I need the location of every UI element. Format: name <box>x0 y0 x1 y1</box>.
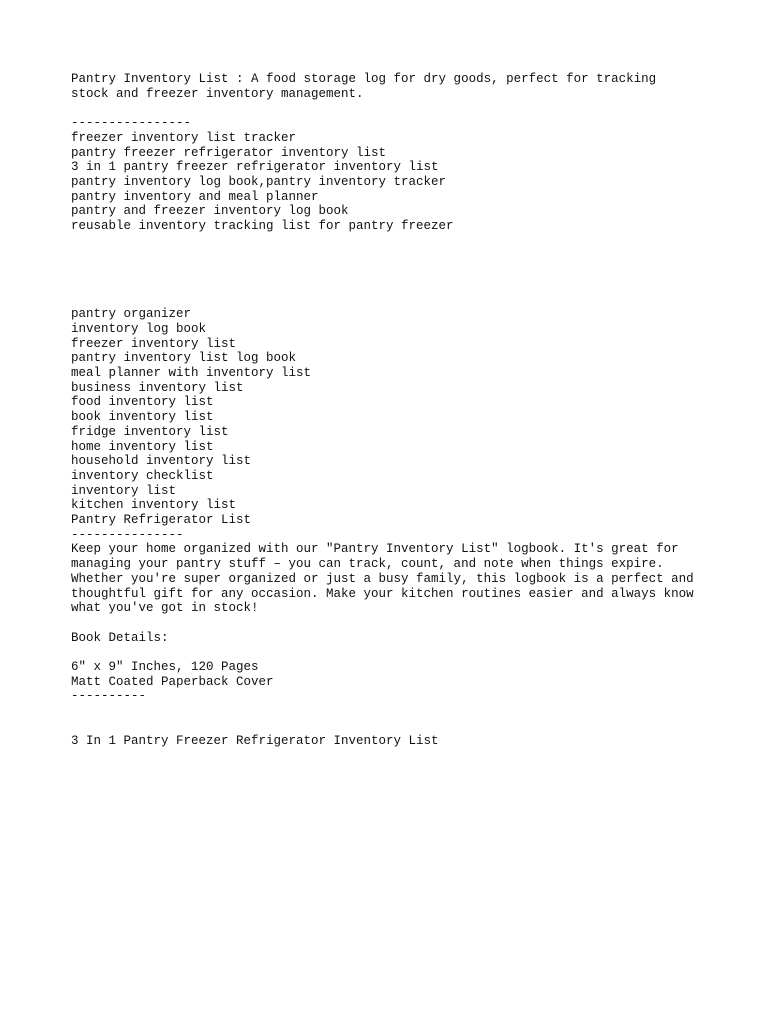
description-line: thoughtful gift for any occasion. Make your kitchen routines easier and always know <box>71 586 694 601</box>
vertical-gap <box>71 704 711 733</box>
document-page <box>71 72 711 748</box>
book-size-pages: 6" x 9" Inches, 120 Pages <box>71 660 259 675</box>
keyword-list-secondary <box>71 307 711 528</box>
keyword-item: meal planner with inventory list <box>71 366 312 381</box>
keyword-item: home inventory list <box>71 439 214 454</box>
footer-title: 3 In 1 Pantry Freezer Refrigerator Inventory List <box>71 733 439 748</box>
blank-line <box>71 645 711 660</box>
keyword-item: 3 in 1 pantry freezer refrigerator inventory list <box>71 160 439 175</box>
keyword-item: food inventory list <box>71 395 214 410</box>
keyword-item: freezer inventory list tracker <box>71 130 297 145</box>
keyword-item: Pantry Refrigerator List <box>71 513 252 528</box>
keyword-list-primary <box>71 131 711 234</box>
keyword-item: pantry freezer refrigerator inventory list <box>71 145 387 160</box>
keyword-item: business inventory list <box>71 380 244 395</box>
vertical-gap <box>71 234 711 308</box>
book-cover-type: Matt Coated Paperback Cover <box>71 674 274 689</box>
keyword-item: pantry inventory log book,pantry inventory tracker <box>71 174 447 189</box>
description-line: Keep your home organized with our "Pantry Inventory List" logbook. It's great for <box>71 542 679 557</box>
keyword-item: freezer inventory list <box>71 336 237 351</box>
keyword-item: pantry inventory and meal planner <box>71 189 319 204</box>
keyword-item: pantry organizer <box>71 307 192 322</box>
description-paragraph <box>71 542 711 616</box>
description-line: what you've got in stock! <box>71 601 259 616</box>
keyword-item: reusable inventory tracking list for pantry freezer <box>71 219 454 234</box>
divider: ---------- <box>71 689 147 704</box>
description-line: managing your pantry stuff – you can track, count, and note when things expire. <box>71 557 664 572</box>
title-line-2: stock and freezer inventory management. <box>71 86 364 101</box>
keyword-item: household inventory list <box>71 454 252 469</box>
keyword-item: inventory log book <box>71 321 207 336</box>
divider: --------------- <box>71 527 184 542</box>
book-details-heading: Book Details: <box>71 630 169 645</box>
divider: ---------------- <box>71 116 192 131</box>
keyword-item: inventory checklist <box>71 468 214 483</box>
keyword-item: pantry and freezer inventory log book <box>71 204 349 219</box>
keyword-item: fridge inventory list <box>71 424 229 439</box>
description-line: Whether you're super organized or just a busy family, this logbook is a perfect and <box>71 571 694 586</box>
blank-line <box>71 616 711 631</box>
keyword-item: inventory list <box>71 483 177 498</box>
blank-line <box>71 101 711 116</box>
keyword-item: book inventory list <box>71 410 214 425</box>
title-line-1: Pantry Inventory List : A food storage log for dry goods, perfect for tracking <box>71 72 657 86</box>
keyword-item: pantry inventory list log book <box>71 351 297 366</box>
keyword-item: kitchen inventory list <box>71 498 237 513</box>
